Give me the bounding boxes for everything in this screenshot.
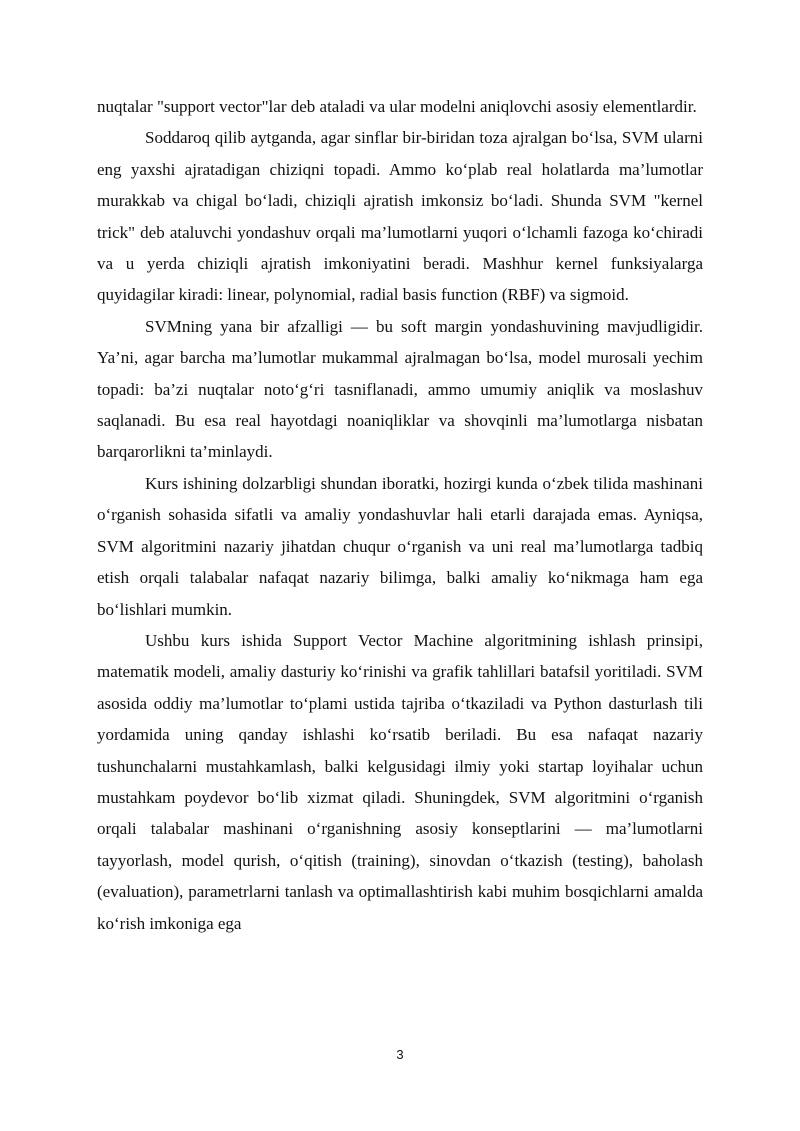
paragraph-soft-margin: SVMning yana bir afzalligi — bu soft margin yondashuvining mavjudligidir. Ya’ni, agar barcha ma’lumotlar mukammal ajralmagan bo‘lsa, model murosali yechim topadi: ba’zi nuqtalar noto‘g‘ri tasniflanadi, ammo umumiy aniqlik va moslashuv saqlanadi. Bu esa real hayotdagi noaniqliklar va shovqinli ma’lumotlarga nisbatan barqarorlikni ta’minlaydi. — [97, 316, 703, 462]
paragraph-course-scope: Ushbu kurs ishida Support Vector Machine algoritmining ishlash prinsipi, matematik modeli, amaliy dasturiy ko‘rinishi va grafik tahlillari batafsil yoritiladi. SVM asosida oddiy ma’lumotlar to‘plami ustida tajriba o‘tkaziladi va Python dasturlash tili yordamida uning qanday ishlashi ko‘rsatib beriladi. Bu esa nafaqat nazariy tushunchalarni mustahkamlash, balki kelgusidagi ilmiy yoki startap loyihalar uchun mustahkam poydevor bo‘lib xizmat qiladi. Shuningdek, SVM algoritmini o‘rganish orqali talabalar mashinani o‘rganishning asosiy konseptlarini — ma’lumotlarni tayyorlash, model qurish, o‘qitish (training), sinovdan o‘tkazish (testing), baholash (evaluation), parametrlarni tanlash va optimallashtirish kabi muhim bosqichlarni amalda ko‘rish imkoniga ega — [97, 630, 703, 933]
page-number: 3 — [396, 1047, 404, 1062]
paragraph-kernel-trick: Soddaroq qilib aytganda, agar sinflar bir-biridan toza ajralgan bo‘lsa, SVM ularni eng yaxshi ajratadigan chiziqni topadi. Ammo ko‘plab real holatlarda ma’lumotlar murakkab va chigal bo‘ladi, chiziqli ajratish imkonsiz bo‘ladi. Shunda SVM "kernel trick" deb ataluvchi yondashuv orqali ma’lumotlarni yuqori o‘lchamli fazoga ko‘chiradi va u yerda chiziqli ajratish imkoniyatini beradi. Mashhur kernel funksiyalarga quyidagilar kiradi: linear, polynomial, radial basis function (RBF) va sigmoid. — [97, 128, 703, 305]
page-body — [97, 91, 703, 939]
paragraph-continuation: nuqtalar "support vector"lar deb ataladi va ular modelni aniqlovchi asosiy elementlardir. — [97, 97, 697, 116]
paragraph-relevance: Kurs ishining dolzarbligi shundan iboratki, hozirgi kunda o‘zbek tilida mashinani o‘rganish sohasida sifatli va amaliy yondashuvlar hali etarli darajada emas. Ayniqsa, SVM algoritmini nazariy jihatdan chuqur o‘rganish va uni real ma’lumotlarga tadbiq etish orqali talabalar nafaqat nazariy bilimga, balki amaliy ko‘nikmaga ham ega bo‘lishlari mumkin. — [97, 473, 703, 619]
